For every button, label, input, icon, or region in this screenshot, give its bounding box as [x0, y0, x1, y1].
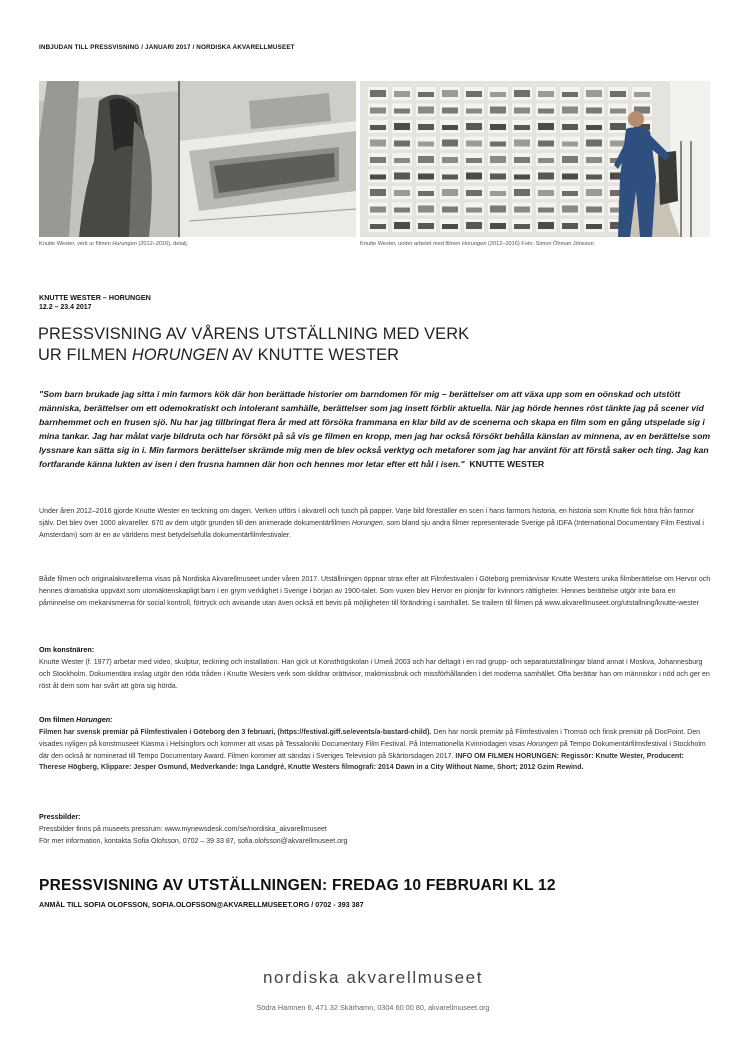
document-kicker: INBJUDAN TILL PRESSVISNING / JANUARI 2017 / NORDISKA AKVARELLMUSEET [39, 44, 295, 51]
about-artist-heading: Om konstnären: [39, 645, 95, 654]
museum-logo: nordiska akvarellmuseet [262, 968, 484, 987]
about-film-paragraph: Filmen har svensk premiär på Filmfestivalen i Göteborg den 3 februari, (https://festival.giff.se/events/a-bastard-child). Den har norsk premiär på Filmfestivalen i Tromsö och finsk premiär på DocPoint. Den visades nyligen på konstmuseet Kiasma i Helsingfors och kommer att visas på Tessaloniki Documentary Film Festival. På Internationella Kvinnodagen visas Horungen på Tempo Dokumentärfilmsfestival i Stockholm där den också är nominerad till Tempo Documentary Award. Filmen kommer att sändas i Sveriges Television på Skärtorsdagen 2017. INFO OM FILMEN HORUNGEN: Regissör: Knutte Wester, Producent: Therese Högberg, Klippare: Jesper Osmund, Medverkande: Inga Landgré, Knutte Westers filmografi: 2014 Dawn in a City Without Name, Short; 2012 Gzim Rewind. [39, 729, 706, 772]
exhibition-dates: 12.2 – 23.4 2017 [39, 304, 92, 311]
about-artist-paragraph: Knutte Wester (f. 1977) arbetar med video, skulptur, teckning och installation. Han gick ut Konsthögskolan i Umeå 2003 och har deltagit i en rad grupp- och separatutställningar bland annat i Moskva, Johannesburg och Stockholm. Dokumentära inslag utgör den röda tråden i Knutte Westers verk som skildrar orättvisor, maktmissbruk och missförhållanden i det moderna samhället. Ofta berättar han om människor i nöd och ger en röst åt dem som har svårt att göra sig hörda. [39, 659, 710, 690]
right-photo-caption: Knutte Wester, under arbetet med filmen Horungen (2012–2016) Foto: Simon Öhman Jönsson [360, 241, 594, 247]
artist-at-work-photo [360, 81, 710, 237]
press-viewing-title: PRESSVISNING AV UTSTÄLLNINGEN: FREDAG 10 FEBRUARI KL 12 [39, 877, 556, 894]
press-headline: PRESSVISNING AV VÅRENS UTSTÄLLNING MED VERK UR FILMEN HORUNGEN AV KNUTTE WESTER [38, 325, 470, 364]
about-film-heading: Om filmen Horungen: [39, 715, 113, 724]
contact-line: För mer information, kontakta Sofia Olofsson, 0702 – 39 33 87, sofia.olofsson@akvarellmuseet.org [39, 837, 348, 845]
intro-paragraph: Under åren 2012–2016 gjorde Knutte Wester en teckning om dagen. Verken utförs i akvarell och tusch på papper. Varje bild föreställer en scen i hans farmors historia, en historia som Knutte fick höra från farmor själv. Det blev över 1000 akvareller. 670 av dem utgör grunden till den animerade dokumentärfilmen Horungen, som bland sju andra filmer representerade Sverige på IDFA (International Documentary Film Festival i Amsterdam) som är en av världens mest betydelsefulla dokumentärfilmfestivaler. [39, 508, 704, 539]
rsvp-line: ANMÄL TILL SOFIA OLOFSSON, SOFIA.OLOFSSON@AKVARELLMUSEET.ORG / 0702 - 393 387 [39, 900, 364, 909]
artist-quote: "Som barn brukade jag sitta i min farmors kök där hon berättade historier om barndomen för mig – berättelser om att växa upp som en oönskad och utstött människa, berättelser om ett odemokratiskt och intolerant samhälle, berättelser som jag insett förblir aktuella. När jag hörde hennes röst tänkte jag på scener vid barnhemmet och en frusen sjö. Nu har jag tillbringat flera år med att försöka frammana en klar bild av de scenerna och skapa en film som en gång utspelade sig i mina tankar. Jag har målat varje bildruta och har försökt på så vis ge filmen en kropp, men jag har också försökt behålla känslan av minnena, av en berättelse som lyssnare kan sätta sig in i. Min farmors berättelser skrämde mig men de blev också verktyg och metaforer som jag har använt för att förstå saker och ting. Jag kan fortfarande känna lukten av isen i den frusna hamnen där hon och hennes mor letar efter ett hål i isen." KNUTTE WESTER [39, 389, 711, 469]
exhibition-title: KNUTTE WESTER – HORUNGEN [39, 293, 151, 302]
left-photo-caption: Knutte Wester, verk ur filmen Horungen (2012–2016), detalj. [39, 241, 189, 247]
press-images-heading: Pressbilder: [39, 812, 81, 821]
quote-attribution: KNUTTE WESTER [469, 458, 545, 469]
museum-address: Södra Hamnen 6, 471 32 Skärhamn, 0304 60 00 80, akvarellmuseet.org [256, 1003, 490, 1012]
press-room-line: Pressbilder finns på museets pressrum: www.mynewsdesk.com/se/nordiska_akvarellmuseet [39, 826, 327, 833]
press-contact-info [39, 824, 711, 848]
artwork-detail-image [39, 81, 356, 237]
exhibition-paragraph: Både filmen och originalakvarellerna visas på Nordiska Akvarellmuseet under våren 2017. Utställningen öppnar strax efter att Filmfestivalen i Göteborg premiärvisar Knutte Westers unika filmberättelse om Hervor och hennes dramatiska uppväxt som utomäktenskapligt barn i en grym verklighet i Sverige i början av 1900-talet. Som vuxen blev Hervor en pionjär för kvinnors rättigheter. Hennes berättelse utgör inte bara en påminnelse om mekanismerna för social kontroll, förtryck och avisande utan även också ett bevis på möjligheten till förändring i samhället. Se trailern till filmen på www.akvarellmuseet.org/utstallning/knutte-wester [39, 576, 711, 607]
